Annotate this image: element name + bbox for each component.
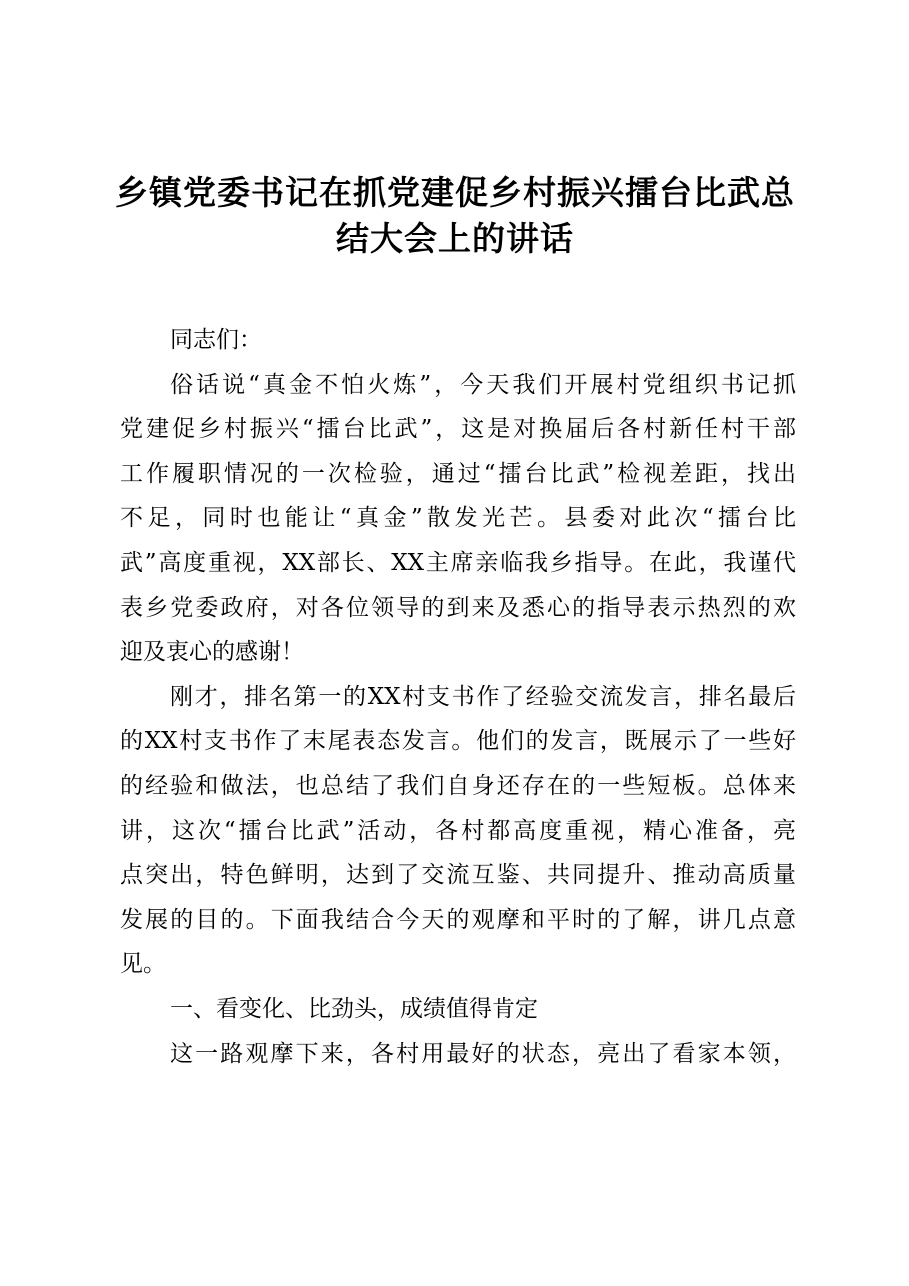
paragraph-2 <box>120 675 796 987</box>
paragraph-line: 迎及衷心的感谢！ <box>120 639 304 666</box>
paragraph-line: 俗话说“真金不怕火炼”，今天我们开展村党组织书记抓 <box>170 371 796 398</box>
paragraph-line: 讲，这次“擂台比武”活动，各村都高度重视，精心准备，亮 <box>120 817 796 844</box>
document-title <box>110 170 800 262</box>
title-line-2: 结大会上的讲话 <box>336 219 574 258</box>
paragraph-line: 不足，同时也能让“真金”散发光芒。县委对此次“擂台比 <box>120 505 796 532</box>
paragraph-line: 这一路观摩下来，各村用最好的状态，亮出了看家本领， <box>170 1040 796 1067</box>
paragraph-line: 点突出，特色鲜明，达到了交流互鉴、共同提升、推动高质量 <box>120 862 796 889</box>
paragraph-3 <box>120 1032 796 1077</box>
paragraph-line: 武”高度重视，XX部长、XX主席亲临我乡指导。在此，我谨代 <box>120 549 796 576</box>
paragraph-line: 表乡党委政府，对各位领导的到来及悉心的指导表示热烈的欢 <box>120 594 796 621</box>
paragraph-line: 党建促乡村振兴“擂台比武”，这是对换届后各村新任村干部 <box>120 416 796 443</box>
section-heading-1: 一、看变化、比劲头，成绩值得肯定 <box>170 995 538 1022</box>
paragraph-line: 的XX村支书作了末尾表态发言。他们的发言，既展示了一些好 <box>120 728 796 755</box>
paragraph-line: 发展的目的。下面我结合今天的观摩和平时的了解，讲几点意 <box>120 906 796 933</box>
document-body <box>120 318 796 1076</box>
paragraph-line: 工作履职情况的一次检验，通过“擂台比武”检视差距，找出 <box>120 460 796 487</box>
paragraph-1 <box>120 363 796 675</box>
paragraph-line: 刚才，排名第一的XX村支书作了经验交流发言，排名最后 <box>170 683 796 710</box>
title-line-1: 乡镇党委书记在抓党建促乡村振兴擂台比武总 <box>115 173 795 212</box>
salutation: 同志们： <box>170 327 262 353</box>
paragraph-line: 见。 <box>120 951 166 978</box>
paragraph-line: 的经验和做法，也总结了我们自身还存在的一些短板。总体来 <box>120 772 796 799</box>
